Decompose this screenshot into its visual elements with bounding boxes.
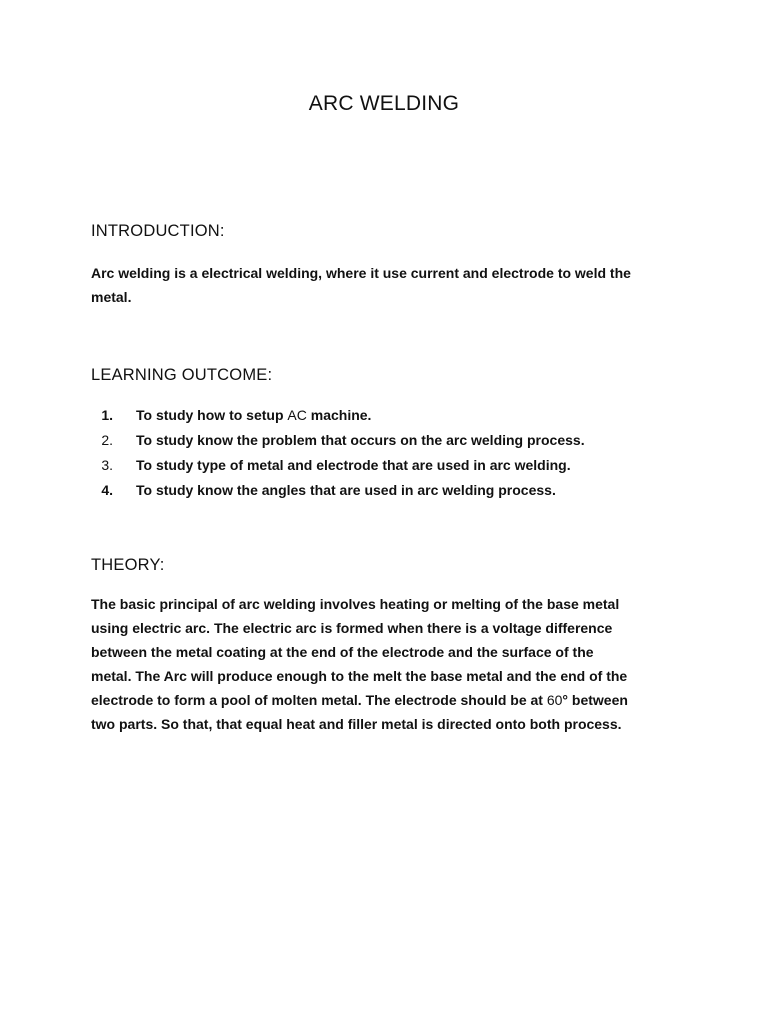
introduction-heading: INTRODUCTION:: [91, 222, 225, 240]
list-item-text-part: To study how to setup: [136, 407, 288, 423]
theory-line-5-highlight: 60: [546, 692, 563, 708]
theory-line-6: two parts. So that, that equal heat and filler metal is directed onto both process.: [91, 716, 622, 732]
learning-outcome-list: [91, 403, 711, 503]
introduction-text: [91, 261, 691, 309]
list-item: [91, 428, 711, 453]
theory-line-2: using electric arc. The electric arc is formed when there is a voltage difference: [91, 620, 613, 636]
list-item-text: To study know the problem that occurs on the arc welding process.: [136, 432, 585, 448]
list-item-number: 4.: [101, 482, 113, 498]
list-item-text-highlight: AC: [287, 407, 307, 423]
list-item: [91, 403, 711, 428]
theory-line-5-part: ° between: [562, 692, 628, 708]
list-item-text: [136, 403, 711, 428]
introduction-line-2: metal.: [91, 289, 132, 305]
list-item-number: 3.: [101, 457, 113, 473]
document-title: ARC WELDING: [308, 92, 460, 115]
theory-line-5-part: electrode to form a pool of molten metal. The electrode should be at: [91, 692, 547, 708]
list-item: [91, 478, 711, 503]
theory-text: [91, 592, 691, 736]
theory-line-4: metal. The Arc will produce enough to the melt the base metal and the end of the: [91, 668, 628, 684]
list-item: [91, 453, 711, 478]
list-item-text-part: machine.: [306, 407, 372, 423]
list-item-text: To study type of metal and electrode that are used in arc welding.: [136, 457, 571, 473]
list-item-number: 2.: [101, 432, 113, 448]
theory-line-1: The basic principal of arc welding involves heating or melting of the base metal: [91, 596, 620, 612]
learning-outcome-heading: LEARNING OUTCOME:: [91, 366, 273, 384]
list-item-text: To study know the angles that are used in arc welding process.: [136, 482, 556, 498]
theory-line-5: [91, 692, 628, 708]
theory-heading: THEORY:: [91, 556, 165, 574]
introduction-line-1: Arc welding is a electrical welding, where it use current and electrode to weld the: [91, 265, 631, 281]
list-item-number: 1.: [101, 407, 113, 423]
theory-line-3: between the metal coating at the end of the electrode and the surface of the: [91, 644, 594, 660]
